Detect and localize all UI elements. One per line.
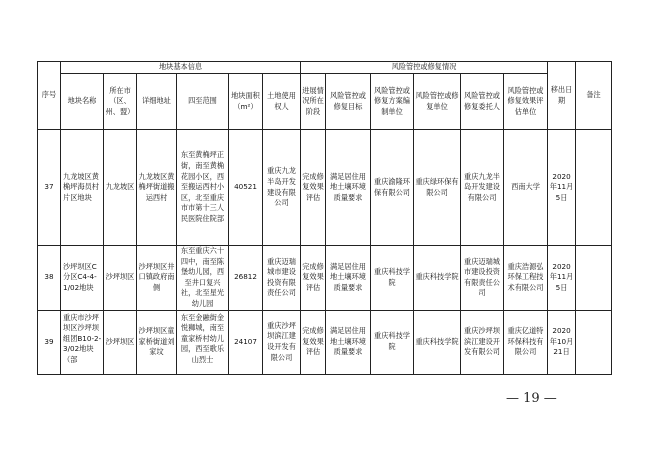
cell-boundary: 东至黄桷坪正街，南至黄桷花园小区，西至搬运西村小区，北至重庆市市第十三人民医院住院部 (177, 130, 229, 246)
cell-eval-unit: 重庆亿道特环保科技有限公司 (504, 310, 548, 374)
cell-date: 2020年10月21日 (548, 310, 576, 374)
col-header: 风险管控或修复方案编制单位 (371, 74, 414, 130)
cell-stage: 完成修复效果评估 (301, 246, 326, 311)
cell-seq: 37 (38, 130, 61, 246)
cell-owner: 重庆沙坪坝滨江建设开发有限公司 (263, 310, 301, 374)
cell-seq: 38 (38, 246, 61, 311)
cell-target: 满足居住用地土壤环境质量要求 (326, 130, 371, 246)
col-header: 风险管控或修复委托人 (461, 74, 504, 130)
cell-district: 九龙坡区 (104, 130, 137, 246)
cell-seq: 39 (38, 310, 61, 374)
column-header-row (38, 74, 612, 130)
cell-client: 重庆九龙半岛开发建设有限公司 (461, 130, 504, 246)
cell-name: 沙坪坝区C分区C4-4-1/02地块 (61, 246, 104, 311)
cell-area: 24107 (229, 310, 263, 374)
header-seq: 序号 (38, 62, 61, 130)
cell-repair-unit: 重庆科技学院 (414, 246, 461, 311)
cell-boundary: 东至金融街金悦狮城，南至童家桥村幼儿园，西至歌乐山烈士 (177, 310, 229, 374)
header-basic-info: 地块基本信息 (61, 62, 301, 74)
page-number: — 19 — (506, 391, 557, 406)
col-header: 风险管控或修复单位 (414, 74, 461, 130)
col-header: 地块名称 (61, 74, 104, 130)
header-risk-control: 风险管控或修复情况 (301, 62, 548, 74)
cell-target: 满足居住用地土壤环境质量要求 (326, 246, 371, 311)
cell-district: 沙坪坝区 (104, 246, 137, 311)
cell-boundary: 东至重庆六十四中，南至陈堡幼儿园，西至井口复兴社，北至星光幼儿园 (177, 246, 229, 311)
cell-name: 九龙坡区黄桷坪海员村片区地块 (61, 130, 104, 246)
cell-address: 沙坪坝区童家桥街道刘家坟 (137, 310, 177, 374)
table-row (38, 130, 612, 246)
cell-address: 沙坪坝区井口镇政府南侧 (137, 246, 177, 311)
cell-repair-unit: 重庆科技学院 (414, 310, 461, 374)
cell-area: 40521 (229, 130, 263, 246)
group-header-row (38, 62, 612, 74)
table-row (38, 310, 612, 374)
cell-area: 26812 (229, 246, 263, 311)
cell-remark (576, 310, 612, 374)
cell-repair-unit: 重庆绿环保有限公司 (414, 130, 461, 246)
cell-name: 重庆市沙坪坝区沙坪坝组团B10-2-3/02地块（部 (61, 310, 104, 374)
cell-eval-unit: 重庆浩源弘环保工程技术有限公司 (504, 246, 548, 311)
col-header: 进展情况所在阶段 (301, 74, 326, 130)
col-header: 详细地址 (137, 74, 177, 130)
cell-owner: 重庆九龙半岛开发建设有限公司 (263, 130, 301, 246)
cell-plan-unit: 重庆渝隆环保有限公司 (371, 130, 414, 246)
cell-remark (576, 246, 612, 311)
col-header: 四至范围 (177, 74, 229, 130)
col-header: 土地使用权人 (263, 74, 301, 130)
col-header: 所在市（区、州、盟） (104, 74, 137, 130)
cell-plan-unit: 重庆科技学院 (371, 246, 414, 311)
cell-remark (576, 130, 612, 246)
cell-owner: 重庆迈瑞城市建设投资有限责任公司 (263, 246, 301, 311)
col-header: 风险管控或修复效果评估单位 (504, 74, 548, 130)
cell-stage: 完成修复效果评估 (301, 130, 326, 246)
cell-district: 沙坪坝区 (104, 310, 137, 374)
cell-eval-unit: 西南大学 (504, 130, 548, 246)
header-transfer-date: 移出日期 (548, 62, 576, 130)
cell-target: 满足居住用地土壤环境质量要求 (326, 310, 371, 374)
cell-client: 重庆迈瑞城市建设投资有限责任公司 (461, 246, 504, 311)
cell-client: 重庆沙坪坝滨江建设开发有限公司 (461, 310, 504, 374)
cell-date: 2020年11月5日 (548, 130, 576, 246)
col-header: 地块面积（m²） (229, 74, 263, 130)
table-row (38, 246, 612, 311)
cell-stage: 完成修复效果评估 (301, 310, 326, 374)
cell-address: 九龙坡区黄桷坪街道搬运西村 (137, 130, 177, 246)
header-remarks: 备注 (576, 62, 612, 130)
contaminated-site-table (37, 61, 612, 375)
col-header: 风险管控或修复目标 (326, 74, 371, 130)
cell-plan-unit: 重庆科技学院 (371, 310, 414, 374)
cell-date: 2020年11月5日 (548, 246, 576, 311)
